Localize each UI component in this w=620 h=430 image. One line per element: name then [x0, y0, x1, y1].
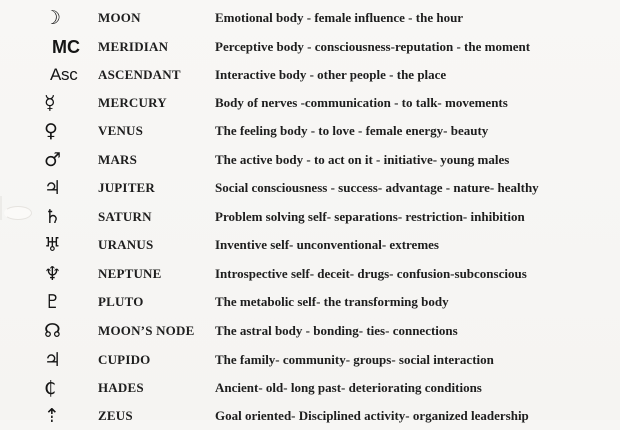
- planet-description: The family- community- groups- social interaction: [215, 352, 494, 367]
- planet-description: Emotional body - female influence - the hour: [215, 10, 464, 25]
- planet-name: VENUS: [98, 123, 144, 138]
- jupiter-glyph-icon: ♃: [44, 177, 62, 199]
- planet-name: ZEUS: [98, 408, 133, 423]
- zeus-glyph-icon: ⇡: [44, 405, 60, 427]
- planet-description: Introspective self- deceit- drugs- confusion-subconscious: [215, 266, 527, 281]
- table-row: [0, 33, 620, 61]
- table-row: [0, 4, 620, 32]
- table-row: [0, 374, 620, 402]
- planet-name: URANUS: [98, 237, 154, 252]
- planet-description: Problem solving self- separations- restriction- inhibition: [215, 209, 525, 224]
- saturn-glyph-icon: ♄: [44, 206, 62, 228]
- moon-node-glyph-icon: ☊: [44, 320, 61, 342]
- planet-description: Social consciousness - success- advantage - nature- healthy: [215, 180, 539, 195]
- planet-description: The astral body - bonding- ties- connections: [215, 323, 458, 338]
- planet-name: MERIDIAN: [98, 39, 169, 54]
- pluto-glyph-icon: ♇: [44, 291, 62, 313]
- table-row: [0, 231, 620, 259]
- planet-name: CUPIDO: [98, 352, 151, 367]
- planet-name: ASCENDANT: [98, 67, 181, 82]
- planet-name: PLUTO: [98, 294, 144, 309]
- table-row: [0, 203, 620, 231]
- table-row: [0, 260, 620, 288]
- planet-name: JUPITER: [98, 180, 156, 195]
- venus-glyph-icon: ♀: [44, 120, 58, 142]
- planet-description: The metabolic self- the transforming body: [215, 294, 449, 309]
- planet-name: MERCURY: [98, 95, 167, 110]
- moon-glyph-icon: ☽: [44, 7, 62, 29]
- table-row: [0, 346, 620, 374]
- planet-name: MARS: [98, 152, 138, 167]
- planet-name: HADES: [98, 380, 144, 395]
- planet-description: Body of nerves -communication - to talk- movements: [215, 95, 508, 110]
- mercury-glyph-icon: ☿: [44, 92, 56, 114]
- mars-glyph-icon: ♂: [44, 149, 62, 171]
- planet-name: SATURN: [98, 209, 152, 224]
- planet-description: Ancient- old- long past- deteriorating conditions: [215, 380, 482, 395]
- hades-glyph-icon: ₵: [44, 377, 57, 399]
- table-row: [0, 174, 620, 202]
- planet-description: Interactive body - other people - the place: [215, 67, 447, 82]
- neptune-glyph-icon: ♆: [44, 263, 62, 285]
- planet-name: NEPTUNE: [98, 266, 162, 281]
- planet-description: The feeling body - to love - female energy- beauty: [215, 123, 489, 138]
- planet-description: Inventive self- unconventional- extremes: [215, 237, 439, 252]
- table-row: [0, 288, 620, 316]
- planet-description: Goal oriented- Disciplined activity- organized leadership: [215, 408, 529, 423]
- table-row: [0, 61, 620, 89]
- planet-description: The active body - to act on it - initiative- young males: [215, 152, 510, 167]
- table-row: [0, 117, 620, 145]
- planet-name: MOON: [98, 10, 141, 25]
- table-row: [0, 317, 620, 345]
- planet-name: MOON’S NODE: [98, 323, 195, 338]
- cupido-glyph-icon: ♃: [44, 349, 62, 371]
- planet-description: Perceptive body - consciousness-reputation - the moment: [215, 39, 531, 54]
- table-row: [0, 89, 620, 117]
- table-row: [0, 146, 620, 174]
- ascendant-glyph-icon: Asc: [50, 65, 78, 84]
- meridian-glyph-icon: MC: [52, 37, 80, 57]
- table-row: [0, 402, 620, 430]
- uranus-glyph-icon: ♅: [44, 234, 62, 256]
